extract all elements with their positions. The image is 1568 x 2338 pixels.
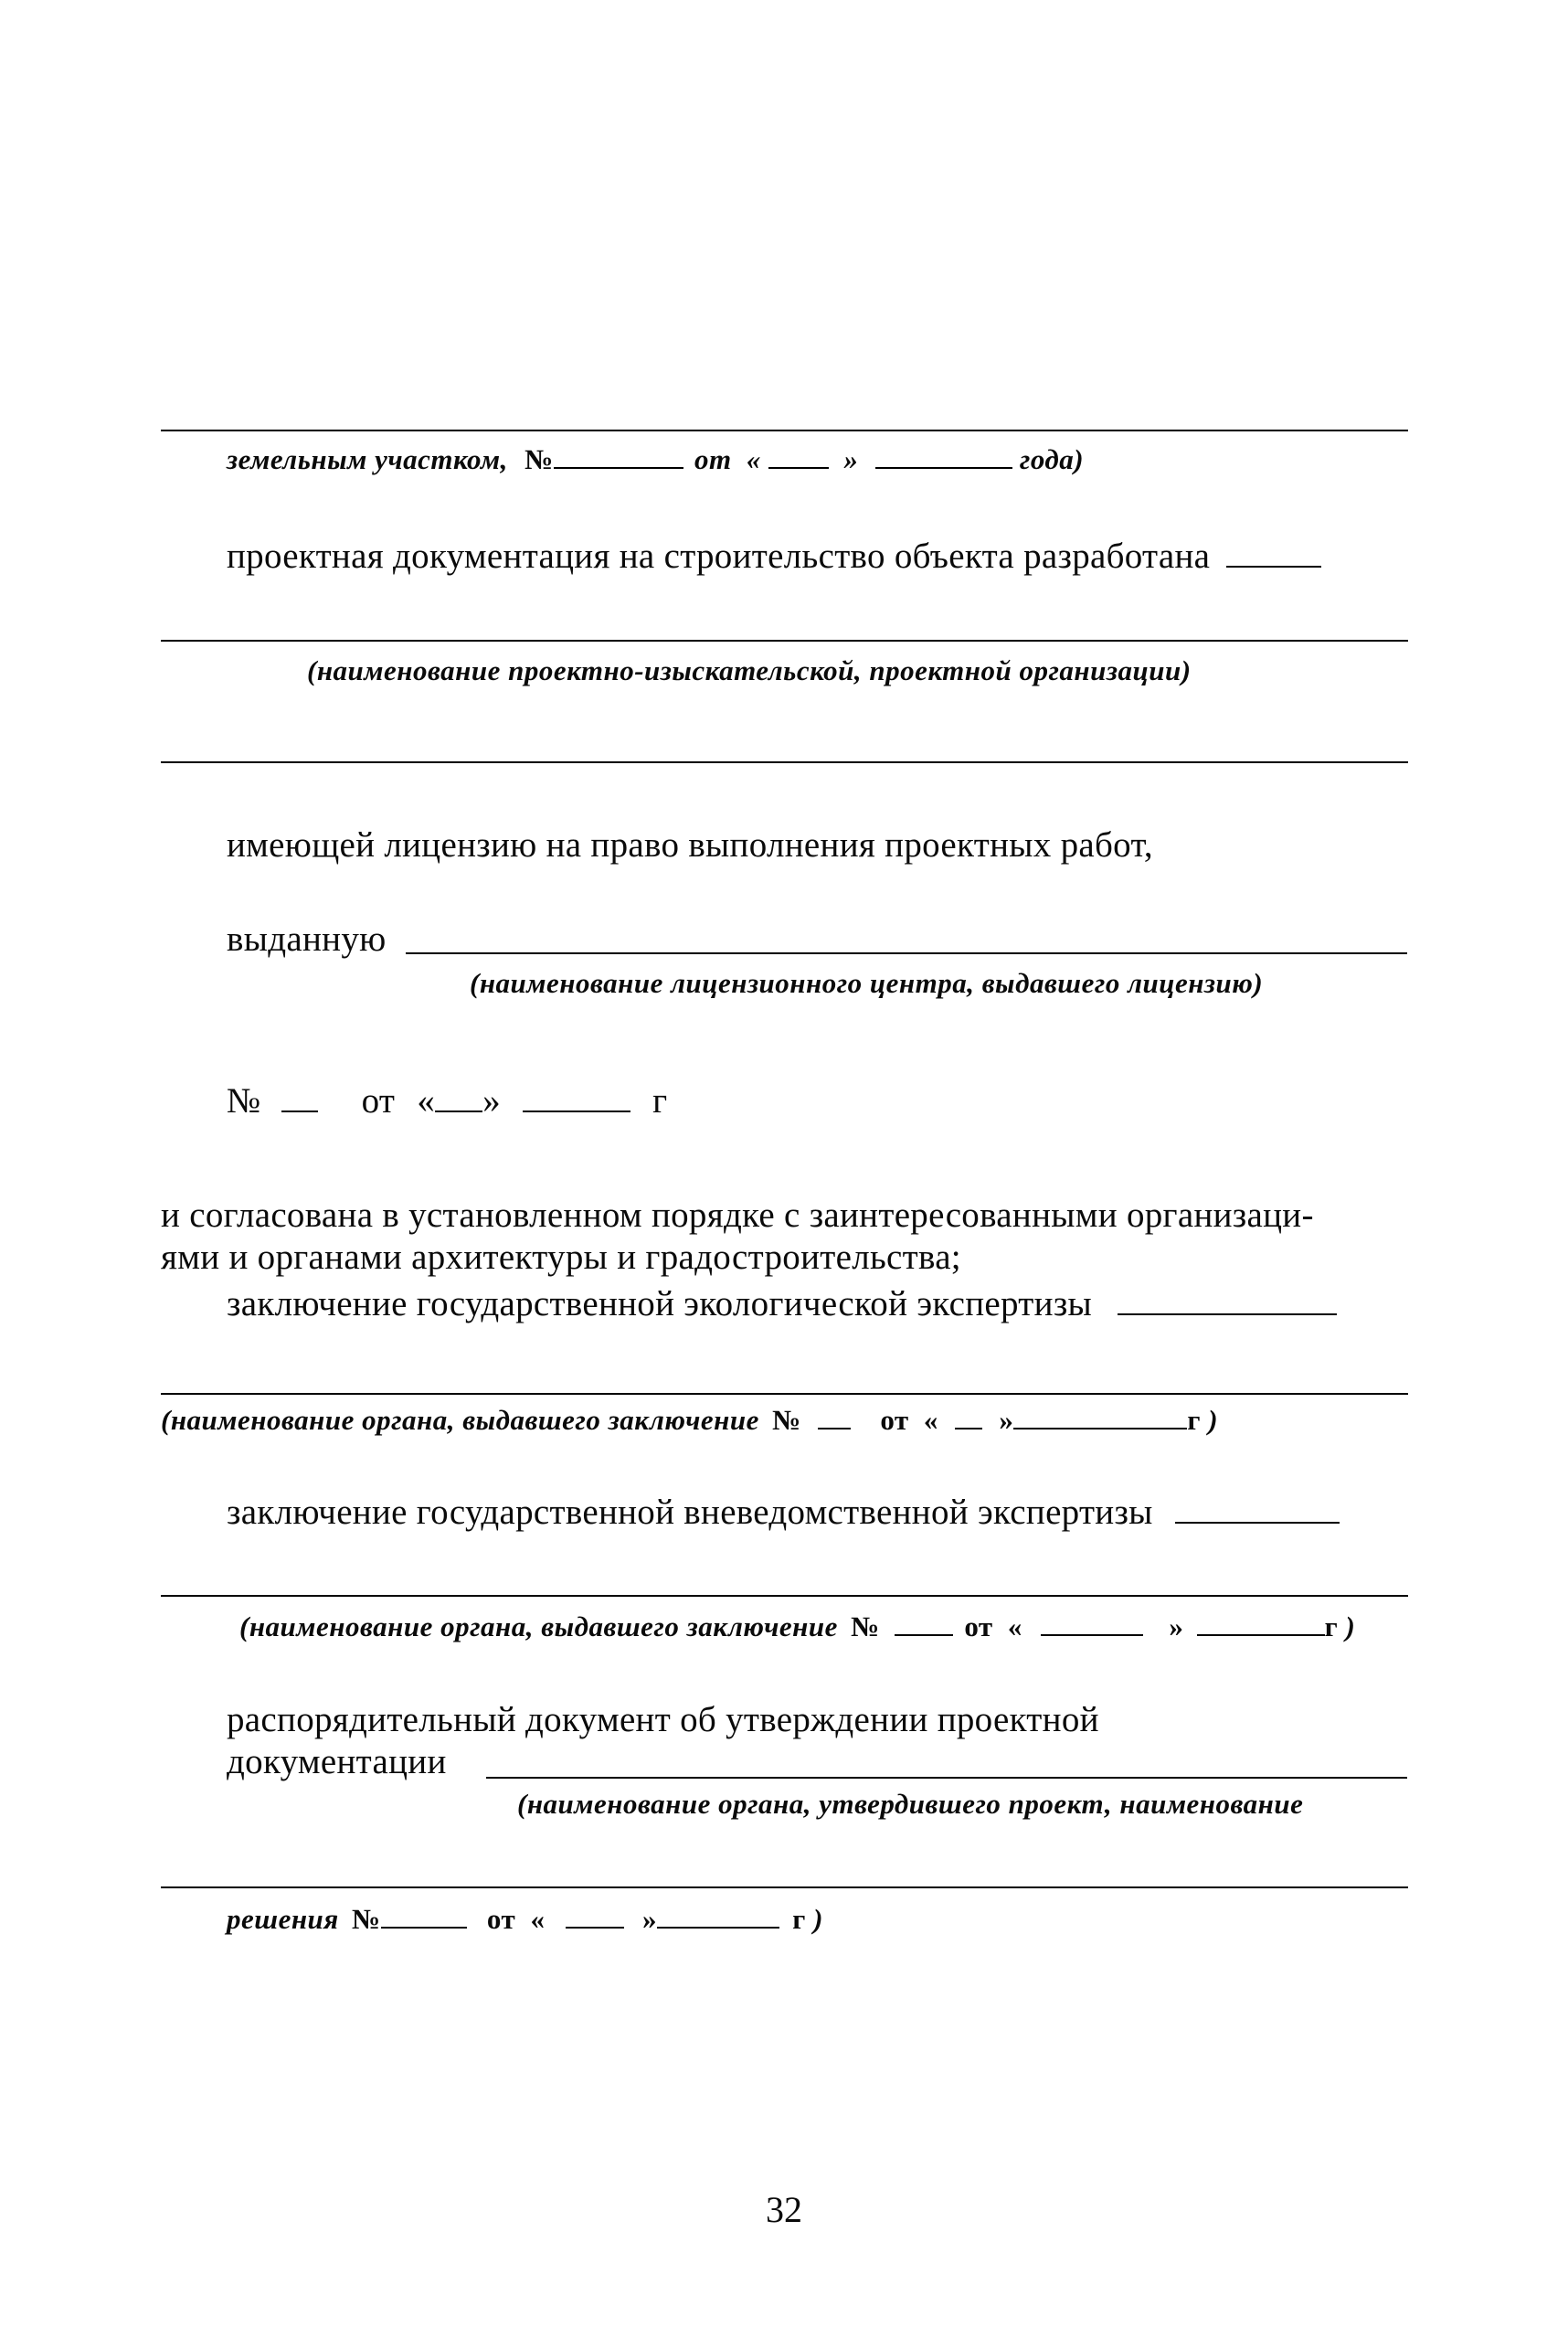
approval-line-1: распорядительный документ об утверждении проектной xyxy=(227,1700,1099,1739)
rule-5 xyxy=(161,1595,1408,1597)
license-line: имеющей лицензию на право выполнения проектных работ, xyxy=(227,825,1153,865)
number-blank xyxy=(818,1402,851,1429)
page-number: 32 xyxy=(766,2189,802,2230)
month-blank xyxy=(657,1901,779,1929)
decision-caption xyxy=(227,1901,823,1933)
agreed-line-1: и согласована в установленном порядке с заинтересованными организаци- xyxy=(161,1196,1314,1235)
non-dept-expertise-blank xyxy=(1175,1490,1340,1524)
agreed-line-2: ями и органами архитектуры и градостроительства; xyxy=(161,1238,961,1277)
from-label: от xyxy=(964,1610,993,1642)
eco-expertise-text: заключение государственной экологической экспертизы xyxy=(227,1284,1093,1324)
quote-close: » xyxy=(999,1403,1014,1436)
day-blank xyxy=(1041,1609,1143,1636)
number-sign: № xyxy=(851,1610,880,1642)
caption-license-center: (наименование лицензионного центра, выдавшего лицензию) xyxy=(470,967,1264,999)
number-blank xyxy=(281,1079,318,1112)
issued-blank xyxy=(406,952,1407,954)
number-blank xyxy=(381,1901,467,1929)
from-label: от xyxy=(880,1403,909,1436)
caption-non-dept-org xyxy=(239,1609,1355,1641)
paren-close: ) xyxy=(1345,1610,1356,1642)
design-doc-text: проектная документация на строительство объекта разработана xyxy=(227,537,1211,577)
quote-close: » xyxy=(843,442,859,475)
month-blank xyxy=(1197,1609,1325,1636)
day-blank xyxy=(435,1079,482,1112)
land-plot-caption xyxy=(227,441,1084,473)
from-label: от xyxy=(694,442,732,475)
caption-approving-org: (наименование органа, утвердившего проект, наименование xyxy=(517,1788,1304,1820)
quote-open: « xyxy=(417,1081,436,1121)
rule-top xyxy=(161,430,1408,431)
quote-open: « xyxy=(923,1403,938,1436)
month-blank xyxy=(875,441,1012,469)
non-dept-expertise-line xyxy=(227,1490,1340,1533)
design-doc-line xyxy=(227,534,1321,577)
number-sign: № xyxy=(772,1403,801,1436)
year-label: г xyxy=(1324,1610,1339,1642)
paren-close: ) xyxy=(813,1902,823,1935)
month-blank xyxy=(523,1079,630,1112)
number-sign: № xyxy=(352,1902,381,1935)
rule-6 xyxy=(161,1886,1408,1888)
quote-open: « xyxy=(530,1902,546,1935)
year-label: г xyxy=(792,1902,806,1935)
eco-org-text: (наименование органа, выдавшего заключение xyxy=(161,1403,759,1436)
day-blank xyxy=(955,1402,982,1429)
rule-4 xyxy=(161,1393,1408,1395)
non-dept-expertise-text: заключение государственной вневедомственной экспертизы xyxy=(227,1493,1153,1533)
number-sign: № xyxy=(524,442,554,475)
from-label: от xyxy=(361,1081,396,1121)
quote-open: « xyxy=(746,442,761,475)
land-plot-prefix: земельным участком, xyxy=(227,442,508,475)
approval-line-2 xyxy=(227,1744,447,1780)
design-doc-blank xyxy=(1226,534,1321,568)
quote-close: » xyxy=(642,1902,657,1935)
day-blank xyxy=(566,1901,624,1929)
number-blank xyxy=(895,1609,953,1636)
non-dept-org-text: (наименование органа, выдавшего заключение xyxy=(239,1610,838,1642)
license-number-line xyxy=(227,1079,667,1119)
caption-eco-org xyxy=(161,1402,1218,1434)
issued-label: выданную xyxy=(227,919,387,959)
number-blank xyxy=(554,441,683,469)
year-label: г xyxy=(1187,1403,1201,1436)
quote-open: « xyxy=(1007,1610,1022,1642)
approval-blank xyxy=(486,1777,1407,1779)
rule-2 xyxy=(161,640,1408,642)
day-blank xyxy=(768,441,829,469)
quote-close: » xyxy=(482,1081,501,1121)
decision-prefix: решения xyxy=(227,1902,339,1935)
rule-3 xyxy=(161,761,1408,763)
eco-expertise-blank xyxy=(1118,1281,1337,1315)
year-label: г xyxy=(652,1081,668,1121)
paren-close: ) xyxy=(1208,1403,1219,1436)
month-blank xyxy=(1013,1402,1187,1429)
issued-line xyxy=(227,921,387,957)
caption-design-org: (наименование проектно-изыскательской, проектной организации) xyxy=(307,654,1192,686)
from-label: от xyxy=(486,1902,516,1935)
quote-close: » xyxy=(1169,1610,1184,1642)
eco-expertise-line xyxy=(227,1281,1337,1322)
year-suffix: года) xyxy=(1019,442,1085,475)
approval-doc-label: документации xyxy=(227,1742,447,1781)
number-sign: № xyxy=(227,1081,261,1121)
